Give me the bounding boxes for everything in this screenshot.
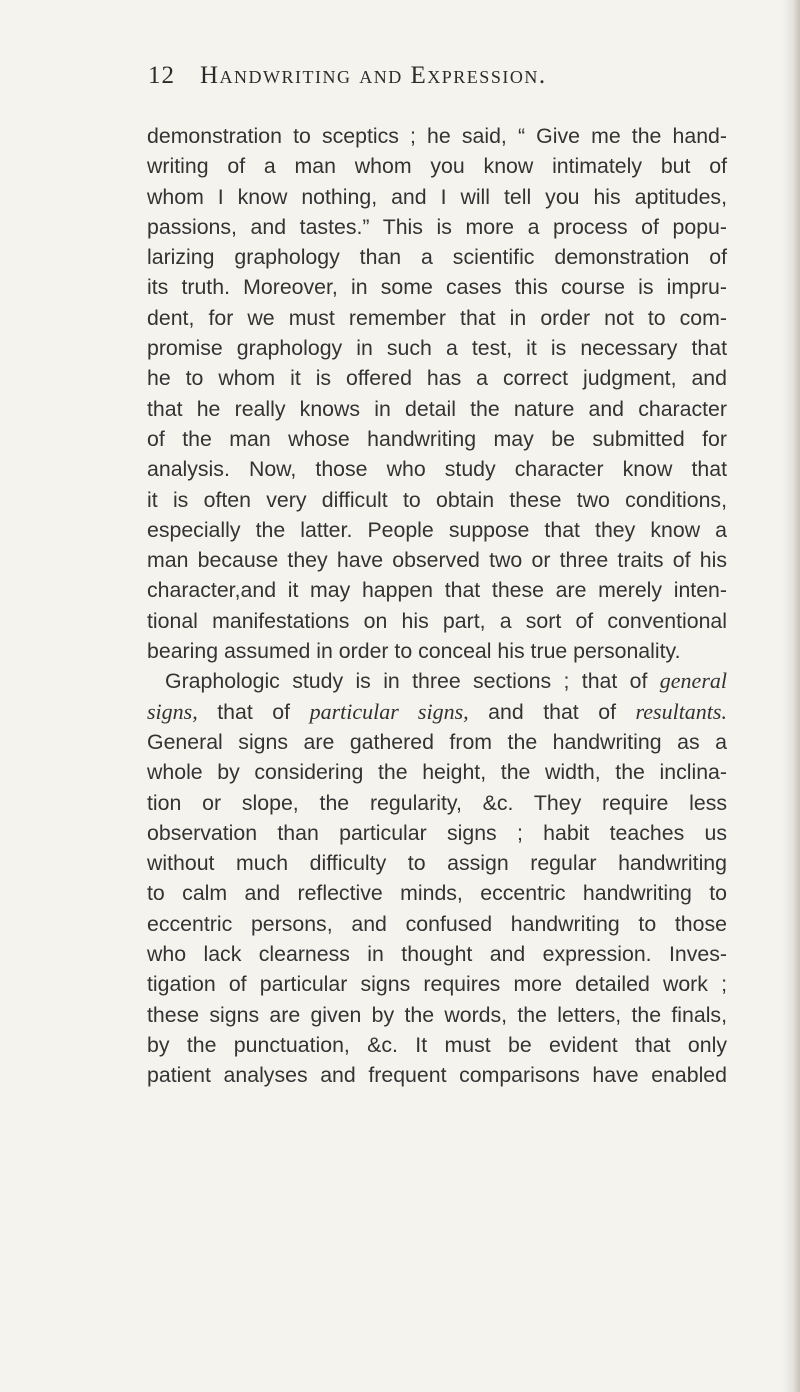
text-line: bearing assumed in order to conceal his true personality.	[147, 639, 681, 664]
italic-term: resultants.	[635, 698, 727, 724]
text-line: observation than particular signs ; habit teaches us	[147, 820, 727, 845]
body-text	[147, 121, 727, 1091]
text-line: tigation of particular signs requires more detailed work ;	[147, 972, 727, 997]
page-number: 12	[148, 62, 175, 89]
text-line: dent, for we must remember that in order not to com-	[147, 305, 727, 330]
text-line: passions, and tastes.” This is more a process of popu-	[147, 214, 727, 239]
page-edge-shadow	[782, 0, 800, 1392]
paragraph-start-line	[147, 666, 727, 696]
page-header	[148, 62, 708, 102]
text-line: patient analyses and frequent comparisons have enabled	[147, 1063, 727, 1088]
text-line: character,and it may happen that these are merely inten-	[147, 578, 727, 603]
text-line: whom I know nothing, and I will tell you his aptitudes,	[147, 184, 727, 209]
text-line: he to whom it is offered has a correct judgment, and	[147, 366, 727, 391]
text-line: larizing graphology than a scientific demonstration of	[147, 245, 727, 270]
text-line: without much difficulty to assign regular handwriting	[147, 851, 727, 876]
text-segment: and that of	[468, 699, 636, 724]
text-line: tional manifestations on his part, a sort of conventional	[147, 608, 727, 633]
text-line: who lack clearness in thought and expression. Inves-	[147, 942, 727, 967]
text-line: to calm and reflective minds, eccentric handwriting to	[147, 881, 727, 906]
text-line: demonstration to sceptics ; he said, “ Give me the hand-	[147, 124, 727, 148]
text-segment: that of	[197, 699, 310, 724]
text-line: that he really knows in detail the nature and character	[147, 396, 727, 421]
text-line: by the punctuation, &c. It must be evident that only	[147, 1032, 727, 1057]
text-line	[147, 697, 727, 727]
running-title: Handwriting and Expression.	[200, 62, 547, 89]
text-line: of the man whose handwriting may be submitted for	[147, 426, 727, 451]
italic-term: particular signs,	[309, 698, 469, 724]
text-line: promise graphology in such a test, it is necessary that	[147, 336, 727, 361]
text-line: especially the latter. People suppose that they know a	[147, 517, 727, 542]
text-line: it is often very difficult to obtain these two conditions,	[147, 487, 727, 512]
text-line: man because they have observed two or three traits of his	[147, 548, 727, 573]
text-line: General signs are gathered from the handwriting as a	[147, 729, 727, 754]
text-line: analysis. Now, those who study character know that	[147, 457, 727, 482]
text-line: eccentric persons, and confused handwriting to those	[147, 911, 727, 936]
text-line: writing of a man whom you know intimately but of	[147, 154, 727, 179]
text-segment: Graphologic study is in three sections ; that of	[165, 669, 660, 694]
text-line: whole by considering the height, the width, the inclina-	[147, 760, 727, 785]
italic-term: general	[659, 668, 727, 694]
text-line: these signs are given by the words, the letters, the finals,	[147, 1002, 727, 1027]
italic-term: signs,	[147, 698, 198, 724]
text-line: tion or slope, the regularity, &c. They require less	[147, 790, 727, 815]
text-line: its truth. Moreover, in some cases this course is impru-	[147, 275, 727, 300]
